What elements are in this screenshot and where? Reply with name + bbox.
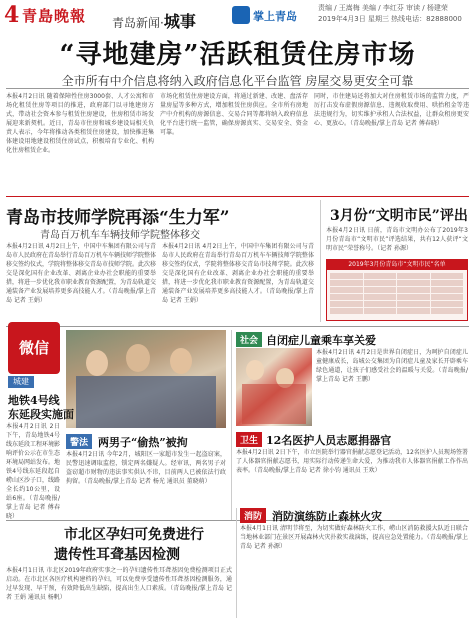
paper-name: 青島晚報	[22, 7, 87, 25]
forest-body: 本报4月1日讯 清明节将至，为切实做好森林防火工作，崂山区消防救援大队近日联合当地林业部门在景区开展森林火灾扑救实战演练，提高应急处置能力。（青岛晚报/掌上青岛 记者 孙源）	[240, 525, 468, 550]
forest-headline: 消防演练防止森林火灾	[272, 510, 382, 523]
genetic-body: 本报4月1日讯 市北区2019年政府实事之一的孕妇遗传性耳聋基因免费检测项目正式启动。在市北区各医疗机构建档的孕妇，可以免费享受遗传性耳聋基因检测服务，通过早发现、早干预，有效降低出生缺陷，提高出生人口素质。（青岛晚报/掌上青岛 记者 王娟 通讯员 杨帆）	[6, 567, 232, 601]
column-divider	[231, 330, 232, 520]
thieves-body: 本报4月2日讯 今年2月，城阳区一家超市发生一起盗窃案，民警迅速调取监控，锁定两名嫌疑人。经审讯，两名男子对盗窃超市财物的违法事实供认不讳，目前两人已被依法行政拘留。（青岛晚报/掌上青岛 记者 杨光 通讯员 董晓萌）	[66, 451, 226, 485]
news-photo-children	[236, 348, 312, 426]
section-tag-jingfa: 警法	[66, 434, 92, 449]
civility-headline: 3月份“文明市民”评出	[330, 208, 468, 224]
thieves-headline: 两男子“偷热”被拘	[98, 436, 188, 449]
lead-body-col2: 市场化租赁住房建设方面，将通过新建、改建、盘活存量房屋等多种方式，增加租赁住房供应。全市所有房地产中介机构的房源信息、交易合同等都将纳入政府信息化平台进行统一监管，确保房源真实、交易安全、资金可靠。	[160, 93, 308, 136]
section-tag-chengjian: 城建	[8, 376, 34, 388]
civility-body: 本报4月2日讯 日前，青岛市文明办公布了2019年3月份青岛市“文明市民”评选结果，共有12人获评“文明市民”荣誉称号。（记者 孙源）	[326, 227, 468, 252]
subway-headline-line1: 地铁4号线	[8, 394, 60, 407]
hospital-body: 本报4月2日讯 4月2日是世界自闭症日，为呵护自闭症儿童健康成长，岛城公交集团为自闭症儿童及家长开辟乘车绿色通道，让孩子们感受社会的温暖与关爱。（青岛晚报/掌上青岛 记者 王鹏）	[316, 349, 468, 383]
genetic-headline-line1: 市北区孕妇可免费进行	[64, 527, 204, 543]
divider	[6, 196, 469, 197]
divider	[6, 520, 469, 521]
skills-body-col2: 本报4月2日讯 4月2日上午，中国中车集团有限公司与青岛市人民政府在青岛举行青岛百万机车车辆技师学院整体移交签约仪式，学院将整体移交青岛市技师学院。此次移交是深化国有企业改革、剥离企业办社会职能的重要举措，将进一步优化我市职业教育资源配置，为青岛轨道交通装备产业发展培养更多高技能人才。（青岛晚报/掌上青岛 记者 王娟）	[162, 243, 314, 304]
wechat-badge: 微信	[8, 322, 60, 374]
divider	[6, 326, 469, 327]
app-name: 掌上青岛	[253, 10, 297, 23]
app-logo-icon	[232, 6, 250, 24]
section-tag-weisheng: 卫生	[236, 432, 262, 447]
genetic-headline-line2: 遗传性耳聋基因检测	[54, 547, 180, 563]
civility-table-title: 2019年3月份青岛市“文明市民”名单	[327, 260, 467, 270]
civility-name-table	[326, 259, 468, 321]
lead-body-col3: 同时，市住建局还将加大对住房租赁市场的监管力度，严厉打击发布虚假房源信息、违规收取费用、哄抬租金等违法违规行为，切实维护承租人合法权益，让群众租房更安心、更放心。（青岛晚报/掌上青岛 记者 傅春晓）	[314, 93, 469, 127]
column-divider	[320, 200, 321, 322]
lead-subhead: 全市所有中介信息将纳入政府信息化平台监管 房屋交易更安全可靠	[61, 74, 414, 88]
subway-body: 本报4月2日讯 2日下午，青岛地铁4号线东延段工程环境影响评价公示在市生态环境局网站发布。地铁4号线东延段起自崂山区沙子口，线路全长约10公里，设站6座。（青岛晚报/掌上青岛 记者 傅春晓）	[6, 423, 60, 520]
section-tag-xiaofang: 消防	[240, 508, 266, 523]
volunteers-headline: 12名医护人员志愿捐器官	[266, 434, 392, 447]
section-tag-shehui: 社会	[236, 332, 262, 347]
skills-subhead: 青岛百万机车车辆技师学院整体移交	[40, 230, 200, 241]
section-title: 青岛新闻·城事	[112, 12, 196, 31]
lead-headline: “寻地建房”活跃租赁住房市场	[59, 40, 416, 70]
divider	[6, 88, 469, 89]
subway-headline-line2: 东延段实施面	[8, 408, 74, 421]
lead-body-col1: 本报4月2日讯 随着保障性住房3000套、人才公寓和市场化租赁住房等项目的推进，政府部门以寻地建房方式，带动社会资本参与租赁住房建设，住房租赁市场发展迎来新契机。近日，青岛市住房和城乡建设局相关负责人表示，今年将推动各类租赁住房建设，加快推进集体建设用地建设租赁住房试点，积极培育专业化、机构化住房租赁企业。	[6, 93, 154, 154]
column-divider	[236, 508, 237, 618]
civility-table-grid	[330, 273, 464, 315]
page-number: 4	[4, 2, 20, 28]
skills-body: 本报4月2日讯 4月2日上午，中国中车集团有限公司与青岛市人民政府在青岛举行青岛百万机车车辆技师学院整体移交签约仪式，学院将整体移交青岛市技师学院。此次移交是深化国有企业改革、剥离企业办社会职能的重要举措，将进一步优化我市职业教育资源配置，为青岛轨道交通装备产业发展培养更多高技能人才。（青岛晚报/掌上青岛 记者 王娟）	[6, 243, 156, 304]
news-photo-people	[66, 330, 226, 428]
editor-info: 责编 / 王嵩梅 美编 / 李红芬 审读 / 杨建荣 2019年4月3日 星期三 热线电话：82888000	[318, 4, 462, 23]
volunteers-body: 本报4月2日讯 2日下午，市立医院举行器官捐献志愿登记活动，12名医护人员现场签署了人体器官捐献志愿书，用实际行动传递生命大爱，为推动我市人体器官捐献工作作出表率。（青岛晚报/掌上青岛 记者 徐小钧 通讯员 王欢）	[236, 449, 468, 474]
skills-headline: 青岛市技师学院再添“生力军”	[6, 208, 230, 228]
hospital-headline: 自闭症儿童乘车享关爱	[266, 334, 376, 347]
